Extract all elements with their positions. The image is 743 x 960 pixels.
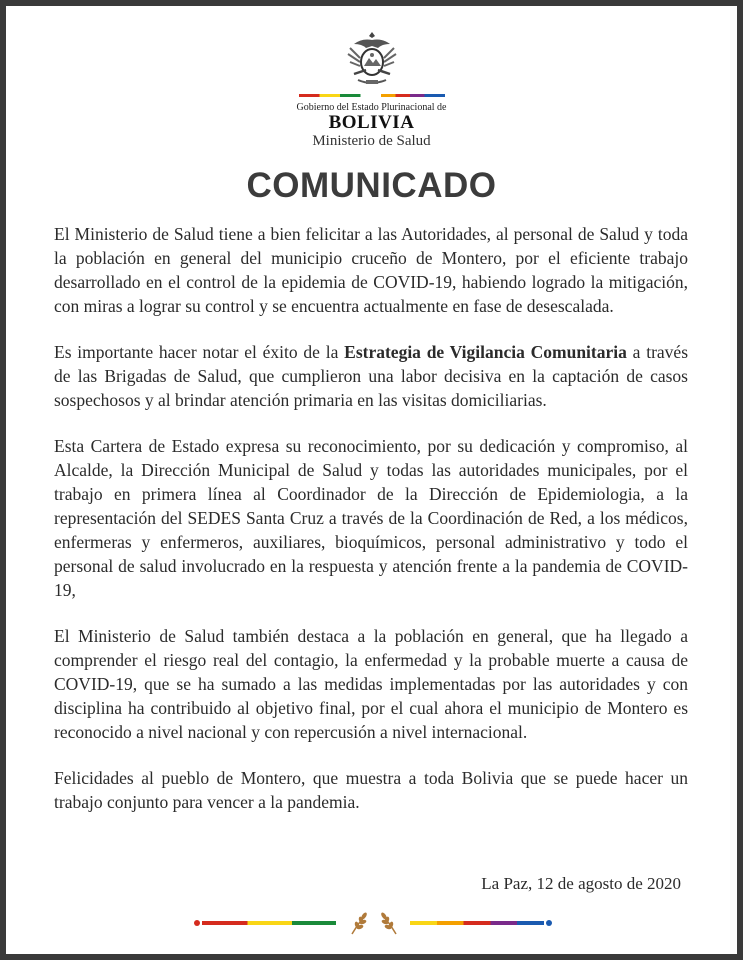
flag-stripe — [299, 94, 445, 97]
government-line: Gobierno del Estado Plurinacional de — [296, 102, 447, 113]
paragraph-4: El Ministerio de Salud también destaca a la población en general, que ha llegado a comprender el riesgo real del contagio, la enfermedad y la probable muerte a causa de COVID-19, que se ha sumado a las medidas implementadas por las autoridades y con disciplina ha contribuido al objetivo final, por el cual ahora el municipio de Montero es reconocido a nivel nacional y con repercusión a nivel internacional. — [54, 626, 688, 742]
date-line: La Paz, 12 de agosto de 2020 — [481, 874, 681, 893]
page-title: COMUNICADO — [246, 166, 497, 205]
footer-stripe-left — [202, 921, 336, 925]
paragraph-3: Esta Cartera de Estado expresa su reconocimiento, por su dedicación y compromiso, al Alcalde, la Dirección Municipal de Salud y todas las autoridades municipales, por el trabajo en primera línea al Coordinador de la Dirección de Epidemiologia, a la representación del SEDES Santa Cruz a través de la Coordinación de Red, a los médicos, enfermeras y enfermeros, auxiliares, bioquímicos, personal administrativo y todo el personal de salud involucrado en la respuesta y atención frente a la pandemia de COVID-19, — [54, 436, 688, 600]
ministry-name: Ministerio de Salud — [312, 133, 431, 149]
stripe-end-dot — [546, 920, 552, 926]
footer-ornament — [6, 908, 737, 938]
paragraph-1: El Ministerio de Salud tiene a bien felicitar a las Autoridades, al personal de Salud y toda la población en general del municipio cruceño de Montero, por el eficiente trabajo desarrollado en el control de la epidemia de COVID-19, habiendo logrado la mitigación, con miras a lograr su control y se encuentra actualmente en fase de desescalada. — [54, 224, 688, 316]
paragraph-2-text-a: Es importante hacer notar el éxito de la — [54, 342, 345, 362]
paragraph-2-text-b: a través de las Brigadas de Salud, que cumplieron una labor decisiva en la captación de casos sospechosos y al brindar atención primaria en las visitas domiciliarias. — [54, 342, 688, 410]
wheat-ornament-icon — [348, 910, 370, 936]
paragraph-5: Felicidades al pueblo de Montero, que muestra a toda Bolivia que se puede hacer un trabajo conjunto para vencer a la pandemia. — [54, 768, 688, 812]
strategy-name: Estrategia de Vigilancia Comunitaria — [344, 342, 627, 362]
wheat-ornament-icon — [378, 910, 400, 936]
country-name: BOLIVIA — [328, 112, 415, 133]
bolivia-coat-of-arms-icon — [344, 30, 400, 88]
stripe-end-dot — [194, 920, 200, 926]
document-page — [6, 6, 737, 954]
footer-stripe-right — [410, 921, 544, 925]
paragraph-2 — [54, 340, 688, 412]
letterhead — [6, 30, 737, 150]
communique-body — [54, 222, 688, 836]
